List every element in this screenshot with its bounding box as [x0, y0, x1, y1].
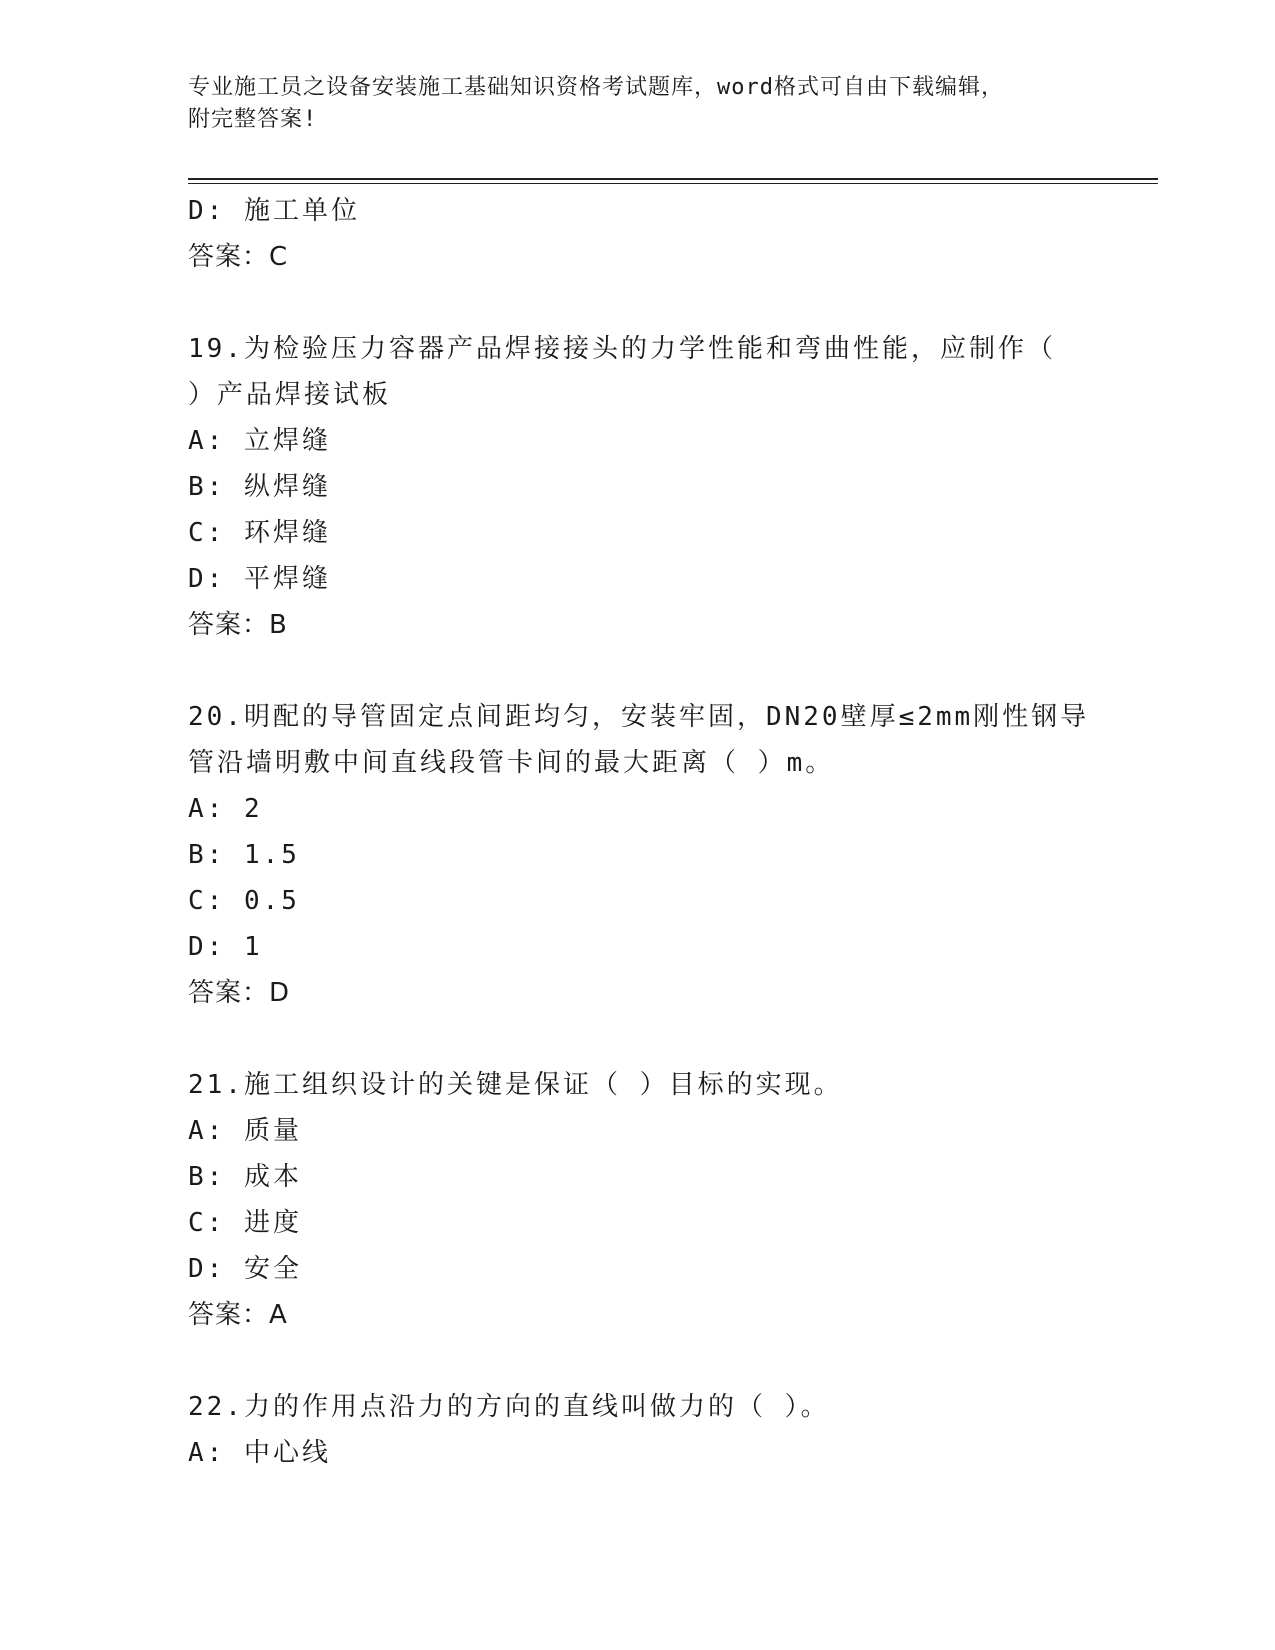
question-20: [188, 694, 1088, 1016]
option-d: D: 1: [188, 932, 263, 962]
question-list: [188, 188, 1088, 1476]
option-a: A: 立焊缝: [188, 426, 331, 456]
option-d: D: 施工单位: [188, 196, 360, 226]
header-divider-thick: [188, 178, 1158, 180]
question-stem: 19.为检验压力容器产品焊接接头的力学性能和弯曲性能，应制作（: [188, 334, 1056, 364]
option-d: D: 安全: [188, 1254, 302, 1284]
option-b: B: 纵焊缝: [188, 472, 331, 502]
answer: 答案：B: [188, 610, 288, 640]
option-c: C: 0.5: [188, 886, 300, 916]
option-d: D: 平焊缝: [188, 564, 331, 594]
question-stem: 20.明配的导管固定点间距均匀，安装牢固，DN20壁厚≤2mm刚性钢导: [188, 702, 1090, 732]
question-stem: 管沿墙明敷中间直线段管卡间的最大距离（ ）m。: [188, 748, 835, 778]
option-c: C: 进度: [188, 1208, 302, 1238]
question-stem: ）产品焊接试板: [188, 380, 392, 410]
header-divider-thin: [188, 183, 1158, 184]
document-header: [188, 72, 1068, 136]
spacer: [188, 1338, 1088, 1384]
header-line-1: 专业施工员之设备安装施工基础知识资格考试题库，word格式可自由下载编辑，: [188, 75, 1004, 100]
option-a: A: 中心线: [188, 1438, 331, 1468]
question-19: [188, 326, 1088, 648]
option-a: A: 2: [188, 794, 263, 824]
answer: 答案：D: [188, 978, 291, 1008]
question-18: [188, 188, 1088, 280]
question-22: [188, 1384, 1088, 1476]
spacer: [188, 1016, 1088, 1062]
spacer: [188, 648, 1088, 694]
question-21: [188, 1062, 1088, 1338]
option-a: A: 质量: [188, 1116, 302, 1146]
option-b: B: 1.5: [188, 840, 300, 870]
header-line-2: 附完整答案!: [188, 107, 318, 132]
spacer: [188, 280, 1088, 326]
answer: 答案：C: [188, 242, 289, 272]
option-c: C: 环焊缝: [188, 518, 331, 548]
option-b: B: 成本: [188, 1162, 302, 1192]
answer: 答案：A: [188, 1300, 288, 1330]
question-stem: 22.力的作用点沿力的方向的直线叫做力的（ ）。: [188, 1392, 830, 1422]
question-stem: 21.施工组织设计的关键是保证（ ）目标的实现。: [188, 1070, 843, 1100]
